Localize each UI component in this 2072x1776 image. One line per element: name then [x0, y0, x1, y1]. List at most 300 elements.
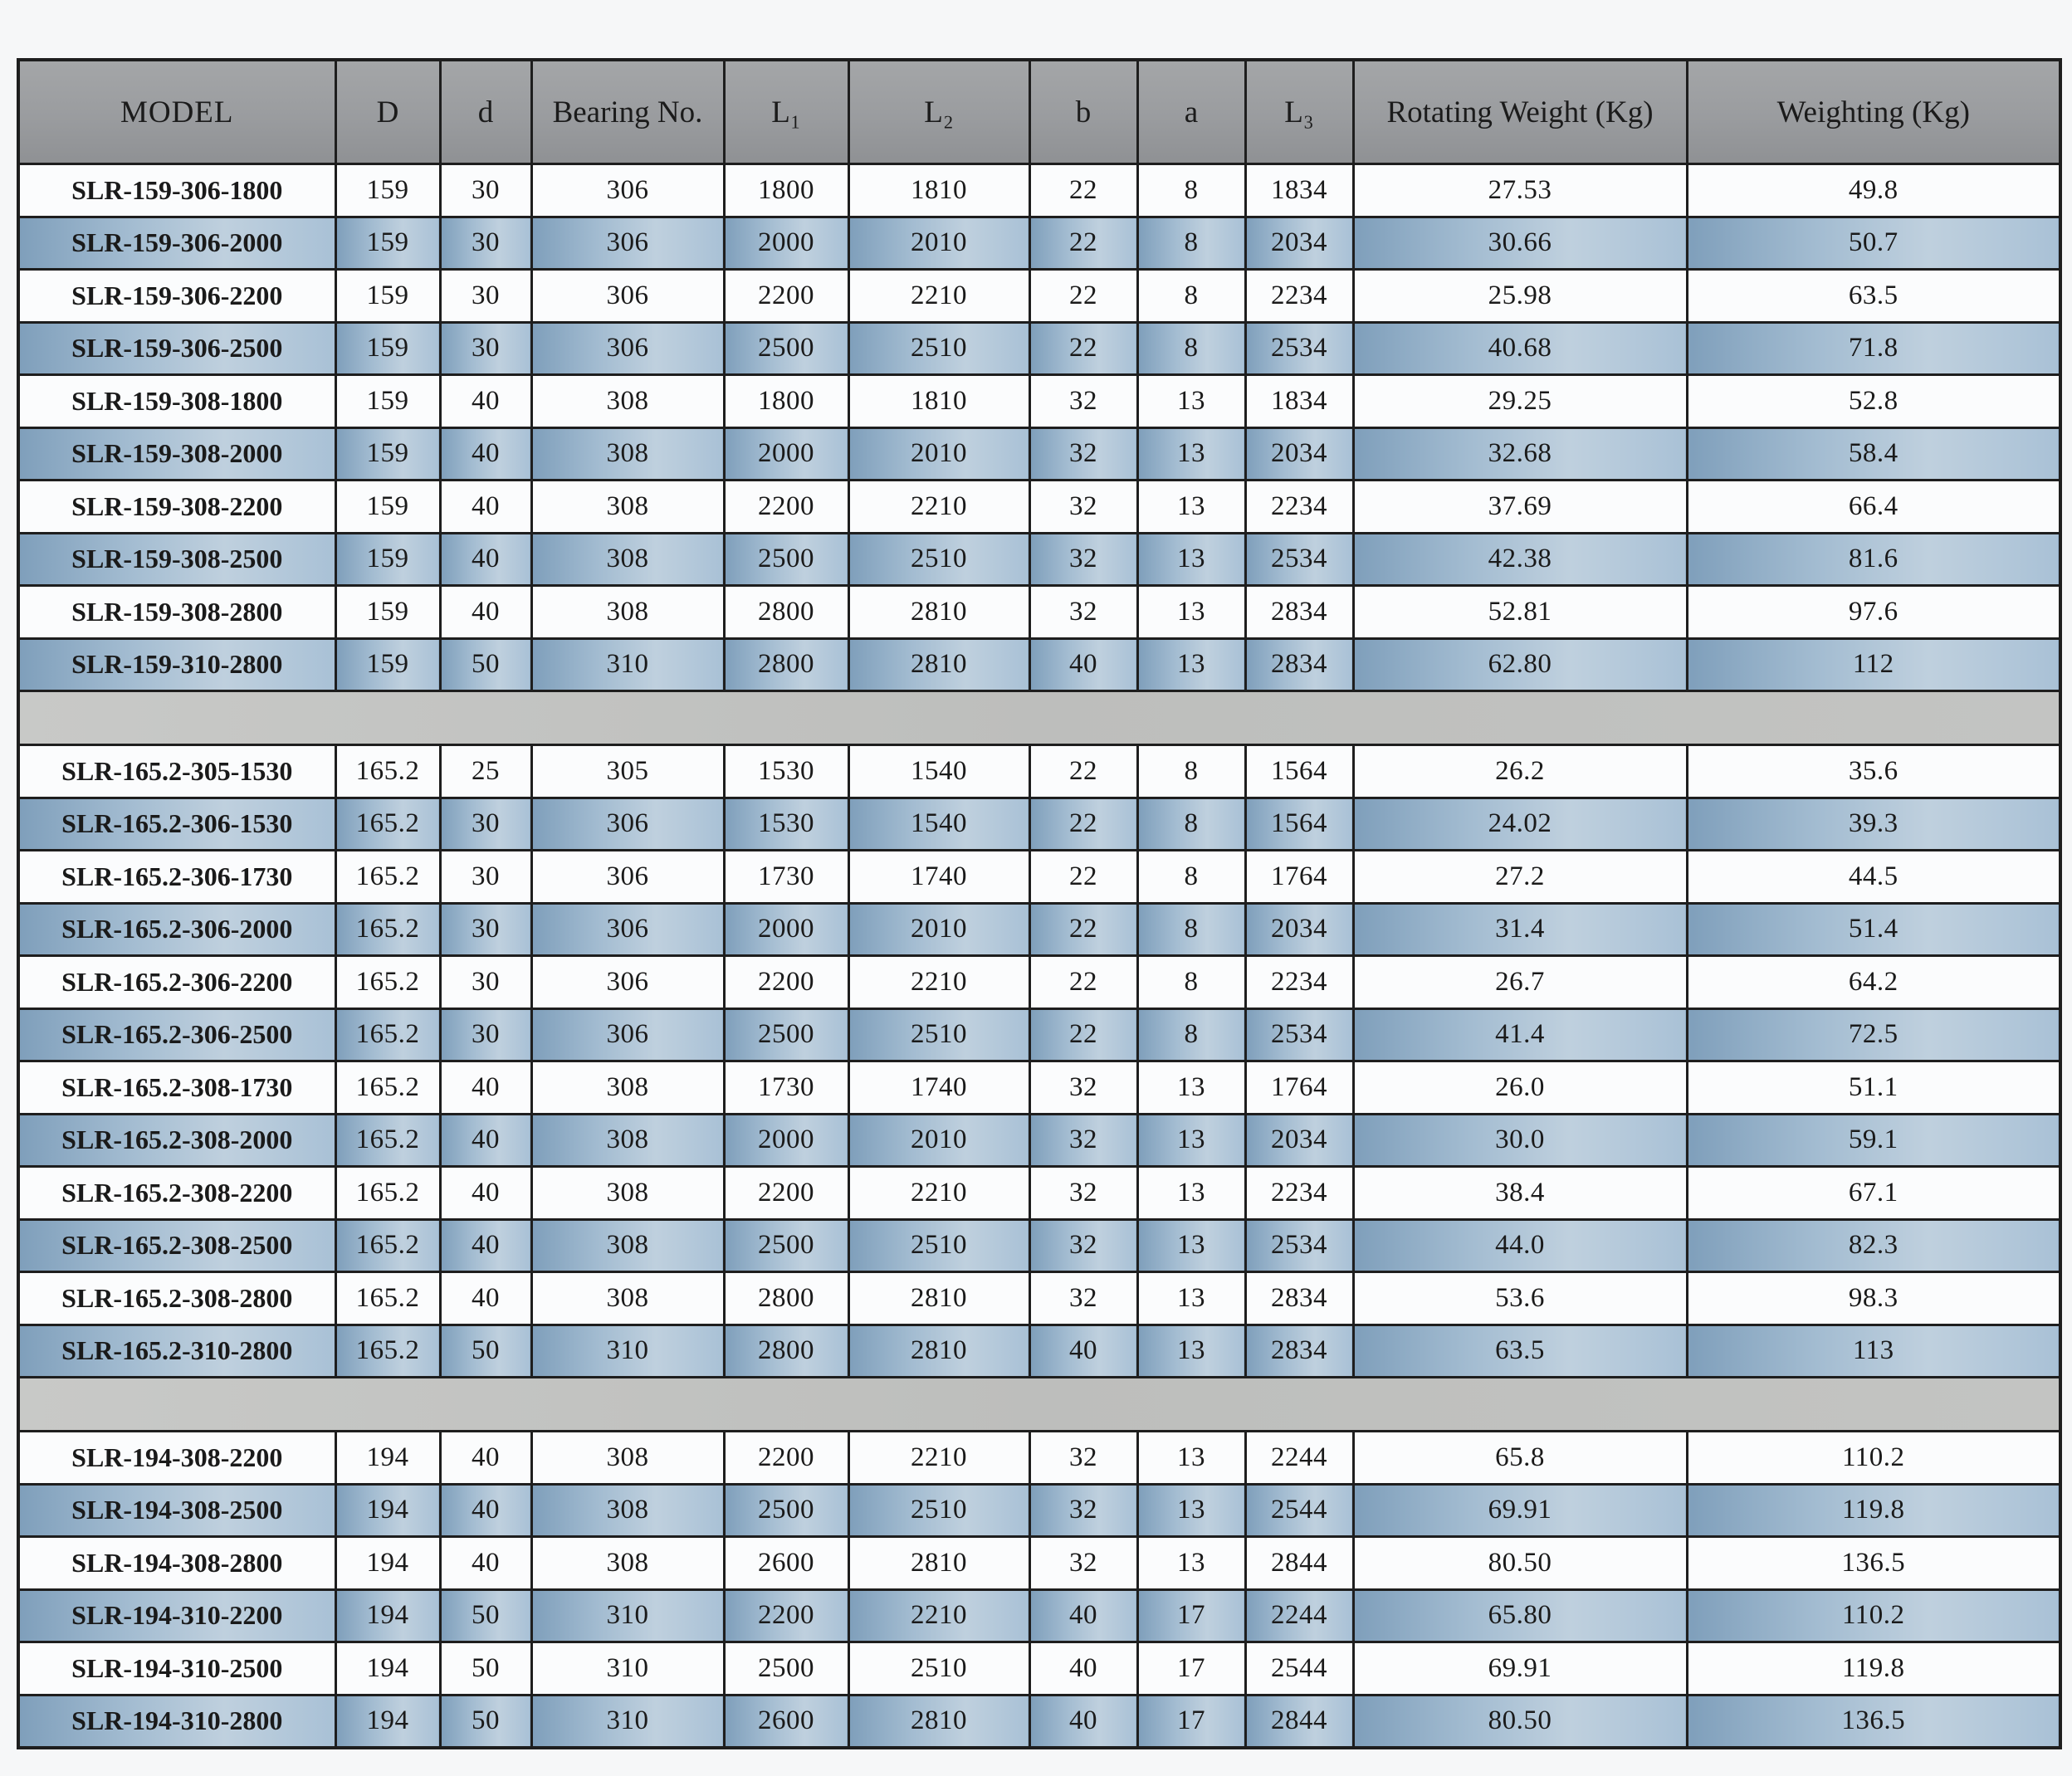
cell-outer-diameter: 194 — [335, 1537, 440, 1590]
cell-l1: 2200 — [724, 1167, 848, 1220]
cell-rotating-weight: 42.38 — [1353, 533, 1687, 586]
cell-outer-diameter: 159 — [335, 270, 440, 323]
cell-l2: 2210 — [848, 481, 1029, 534]
cell-outer-diameter: 165.2 — [335, 798, 440, 851]
table-row — [18, 1537, 2060, 1590]
cell-shaft-diameter: 40 — [440, 427, 531, 481]
cell-a: 8 — [1137, 322, 1245, 375]
table-row — [18, 1484, 2060, 1537]
cell-weighting: 119.8 — [1687, 1642, 2060, 1695]
cell-weighting: 82.3 — [1687, 1219, 2060, 1272]
cell-model: SLR-159-306-2500 — [18, 322, 335, 375]
cell-bearing-no: 308 — [531, 586, 724, 639]
cell-l1: 2500 — [724, 1642, 848, 1695]
cell-b: 32 — [1029, 1272, 1137, 1325]
cell-outer-diameter: 165.2 — [335, 851, 440, 904]
cell-bearing-no: 306 — [531, 164, 724, 217]
cell-shaft-diameter: 30 — [440, 798, 531, 851]
table-row — [18, 164, 2060, 217]
cell-weighting: 110.2 — [1687, 1589, 2060, 1642]
cell-a: 8 — [1137, 956, 1245, 1009]
cell-weighting: 112 — [1687, 638, 2060, 691]
cell-l2: 2010 — [848, 1114, 1029, 1167]
cell-a: 8 — [1137, 1008, 1245, 1061]
cell-model: SLR-194-310-2200 — [18, 1589, 335, 1642]
cell-shaft-diameter: 50 — [440, 1642, 531, 1695]
cell-l3: 2834 — [1245, 1272, 1353, 1325]
cell-l2: 2210 — [848, 1167, 1029, 1220]
cell-shaft-diameter: 30 — [440, 851, 531, 904]
cell-l3: 2834 — [1245, 1325, 1353, 1378]
cell-l2: 2510 — [848, 1219, 1029, 1272]
cell-outer-diameter: 165.2 — [335, 1219, 440, 1272]
table-row — [18, 956, 2060, 1009]
cell-rotating-weight: 29.25 — [1353, 375, 1687, 428]
cell-a: 13 — [1137, 638, 1245, 691]
cell-outer-diameter: 165.2 — [335, 1061, 440, 1115]
cell-shaft-diameter: 30 — [440, 1008, 531, 1061]
cell-shaft-diameter: 25 — [440, 745, 531, 798]
cell-bearing-no: 308 — [531, 1219, 724, 1272]
cell-l2: 2810 — [848, 1325, 1029, 1378]
cell-l1: 2800 — [724, 1325, 848, 1378]
cell-rotating-weight: 24.02 — [1353, 798, 1687, 851]
cell-l2: 2010 — [848, 903, 1029, 956]
cell-rotating-weight: 31.4 — [1353, 903, 1687, 956]
cell-weighting: 66.4 — [1687, 481, 2060, 534]
cell-b: 22 — [1029, 322, 1137, 375]
cell-bearing-no: 308 — [531, 427, 724, 481]
cell-rotating-weight: 63.5 — [1353, 1325, 1687, 1378]
cell-rotating-weight: 80.50 — [1353, 1695, 1687, 1748]
cell-model: SLR-165.2-306-2200 — [18, 956, 335, 1009]
cell-rotating-weight: 25.98 — [1353, 270, 1687, 323]
cell-a: 17 — [1137, 1589, 1245, 1642]
cell-outer-diameter: 159 — [335, 427, 440, 481]
cell-bearing-no: 305 — [531, 745, 724, 798]
cell-rotating-weight: 62.80 — [1353, 638, 1687, 691]
cell-model: SLR-165.2-308-2000 — [18, 1114, 335, 1167]
cell-l3: 2234 — [1245, 956, 1353, 1009]
cell-l1: 2000 — [724, 217, 848, 270]
cell-weighting: 64.2 — [1687, 956, 2060, 1009]
cell-bearing-no: 308 — [531, 533, 724, 586]
table-row — [18, 427, 2060, 481]
cell-l1: 2000 — [724, 903, 848, 956]
cell-model: SLR-159-308-2500 — [18, 533, 335, 586]
table-row — [18, 1114, 2060, 1167]
cell-l3: 2034 — [1245, 903, 1353, 956]
cell-bearing-no: 310 — [531, 1695, 724, 1748]
cell-bearing-no: 306 — [531, 851, 724, 904]
cell-model: SLR-159-308-1800 — [18, 375, 335, 428]
table-row — [18, 1008, 2060, 1061]
cell-shaft-diameter: 50 — [440, 638, 531, 691]
cell-l1: 1800 — [724, 375, 848, 428]
group-separator-row — [18, 1378, 2060, 1432]
cell-shaft-diameter: 40 — [440, 1537, 531, 1590]
table-row — [18, 851, 2060, 904]
cell-shaft-diameter: 40 — [440, 1219, 531, 1272]
cell-l1: 2600 — [724, 1695, 848, 1748]
cell-shaft-diameter: 40 — [440, 1114, 531, 1167]
cell-weighting: 71.8 — [1687, 322, 2060, 375]
cell-a: 13 — [1137, 1484, 1245, 1537]
cell-l1: 2600 — [724, 1537, 848, 1590]
cell-l3: 2834 — [1245, 586, 1353, 639]
cell-model: SLR-159-308-2800 — [18, 586, 335, 639]
cell-shaft-diameter: 30 — [440, 903, 531, 956]
table-header — [18, 60, 2060, 164]
cell-b: 22 — [1029, 798, 1137, 851]
cell-model: SLR-165.2-305-1530 — [18, 745, 335, 798]
cell-model: SLR-159-308-2200 — [18, 481, 335, 534]
cell-bearing-no: 306 — [531, 956, 724, 1009]
cell-bearing-no: 308 — [531, 1484, 724, 1537]
cell-bearing-no: 310 — [531, 638, 724, 691]
table-row — [18, 1432, 2060, 1485]
cell-l2: 1740 — [848, 851, 1029, 904]
cell-outer-diameter: 165.2 — [335, 1167, 440, 1220]
table-row — [18, 1167, 2060, 1220]
cell-model: SLR-194-308-2800 — [18, 1537, 335, 1590]
cell-b: 32 — [1029, 375, 1137, 428]
cell-b: 32 — [1029, 427, 1137, 481]
cell-rotating-weight: 32.68 — [1353, 427, 1687, 481]
cell-l3: 2244 — [1245, 1432, 1353, 1485]
cell-l3: 2534 — [1245, 1008, 1353, 1061]
cell-rotating-weight: 37.69 — [1353, 481, 1687, 534]
group-separator — [18, 691, 2060, 745]
cell-rotating-weight: 65.8 — [1353, 1432, 1687, 1485]
cell-model: SLR-194-308-2500 — [18, 1484, 335, 1537]
header-shaft-diameter: d — [440, 60, 531, 164]
cell-l2: 2810 — [848, 1537, 1029, 1590]
cell-model: SLR-159-306-2200 — [18, 270, 335, 323]
cell-b: 32 — [1029, 1061, 1137, 1115]
table-row — [18, 375, 2060, 428]
cell-bearing-no: 308 — [531, 1167, 724, 1220]
cell-a: 8 — [1137, 903, 1245, 956]
cell-rotating-weight: 41.4 — [1353, 1008, 1687, 1061]
cell-a: 13 — [1137, 481, 1245, 534]
cell-model: SLR-159-308-2000 — [18, 427, 335, 481]
cell-rotating-weight: 27.2 — [1353, 851, 1687, 904]
cell-a: 17 — [1137, 1642, 1245, 1695]
cell-model: SLR-194-308-2200 — [18, 1432, 335, 1485]
cell-l2: 2210 — [848, 270, 1029, 323]
header-a: a — [1137, 60, 1245, 164]
cell-l1: 2200 — [724, 956, 848, 1009]
cell-l2: 1540 — [848, 745, 1029, 798]
table-row — [18, 1219, 2060, 1272]
cell-l1: 1530 — [724, 798, 848, 851]
cell-bearing-no: 306 — [531, 270, 724, 323]
header-weighting: Weighting (Kg) — [1687, 60, 2060, 164]
cell-weighting: 44.5 — [1687, 851, 2060, 904]
table-row — [18, 745, 2060, 798]
cell-rotating-weight: 26.2 — [1353, 745, 1687, 798]
cell-outer-diameter: 194 — [335, 1432, 440, 1485]
cell-outer-diameter: 194 — [335, 1484, 440, 1537]
cell-model: SLR-194-310-2500 — [18, 1642, 335, 1695]
cell-rotating-weight: 53.6 — [1353, 1272, 1687, 1325]
cell-bearing-no: 310 — [531, 1642, 724, 1695]
cell-a: 13 — [1137, 427, 1245, 481]
cell-outer-diameter: 159 — [335, 322, 440, 375]
table-row — [18, 1589, 2060, 1642]
cell-l1: 1800 — [724, 164, 848, 217]
cell-l3: 1834 — [1245, 164, 1353, 217]
cell-a: 13 — [1137, 1432, 1245, 1485]
cell-l3: 2034 — [1245, 217, 1353, 270]
cell-l2: 2510 — [848, 1642, 1029, 1695]
cell-a: 13 — [1137, 1272, 1245, 1325]
cell-bearing-no: 310 — [531, 1325, 724, 1378]
cell-bearing-no: 306 — [531, 322, 724, 375]
cell-model: SLR-165.2-310-2800 — [18, 1325, 335, 1378]
cell-shaft-diameter: 40 — [440, 1061, 531, 1115]
cell-l2: 2210 — [848, 956, 1029, 1009]
cell-model: SLR-165.2-308-2500 — [18, 1219, 335, 1272]
cell-model: SLR-165.2-306-1530 — [18, 798, 335, 851]
cell-shaft-diameter: 50 — [440, 1695, 531, 1748]
cell-l3: 2544 — [1245, 1642, 1353, 1695]
cell-b: 22 — [1029, 270, 1137, 323]
cell-shaft-diameter: 40 — [440, 1484, 531, 1537]
cell-weighting: 35.6 — [1687, 745, 2060, 798]
cell-l1: 2500 — [724, 1219, 848, 1272]
cell-rotating-weight: 44.0 — [1353, 1219, 1687, 1272]
table-row — [18, 322, 2060, 375]
cell-bearing-no: 310 — [531, 1589, 724, 1642]
cell-l1: 2800 — [724, 638, 848, 691]
cell-a: 8 — [1137, 798, 1245, 851]
cell-l1: 2000 — [724, 1114, 848, 1167]
cell-bearing-no: 306 — [531, 1008, 724, 1061]
cell-outer-diameter: 159 — [335, 217, 440, 270]
cell-rotating-weight: 65.80 — [1353, 1589, 1687, 1642]
table-row — [18, 270, 2060, 323]
cell-l2: 1540 — [848, 798, 1029, 851]
group-separator-row — [18, 691, 2060, 745]
cell-a: 13 — [1137, 586, 1245, 639]
table-row — [18, 903, 2060, 956]
cell-b: 32 — [1029, 533, 1137, 586]
cell-shaft-diameter: 30 — [440, 956, 531, 1009]
cell-b: 40 — [1029, 1325, 1137, 1378]
cell-outer-diameter: 165.2 — [335, 1325, 440, 1378]
header-bearing-no: Bearing No. — [531, 60, 724, 164]
cell-l3: 1564 — [1245, 798, 1353, 851]
cell-outer-diameter: 165.2 — [335, 745, 440, 798]
cell-b: 22 — [1029, 903, 1137, 956]
cell-bearing-no: 308 — [531, 1537, 724, 1590]
cell-b: 32 — [1029, 586, 1137, 639]
cell-bearing-no: 308 — [531, 1272, 724, 1325]
cell-l1: 2200 — [724, 1589, 848, 1642]
cell-l2: 2510 — [848, 533, 1029, 586]
cell-rotating-weight: 26.0 — [1353, 1061, 1687, 1115]
cell-a: 8 — [1137, 745, 1245, 798]
cell-weighting: 97.6 — [1687, 586, 2060, 639]
header-l3: L₃ — [1245, 60, 1353, 164]
cell-l3: 2844 — [1245, 1695, 1353, 1748]
cell-model: SLR-165.2-306-1730 — [18, 851, 335, 904]
cell-l1: 2200 — [724, 270, 848, 323]
cell-shaft-diameter: 40 — [440, 481, 531, 534]
cell-a: 8 — [1137, 270, 1245, 323]
cell-rotating-weight: 38.4 — [1353, 1167, 1687, 1220]
cell-model: SLR-165.2-308-2800 — [18, 1272, 335, 1325]
cell-l1: 2500 — [724, 322, 848, 375]
cell-outer-diameter: 194 — [335, 1642, 440, 1695]
cell-l3: 2534 — [1245, 533, 1353, 586]
cell-a: 13 — [1137, 1061, 1245, 1115]
cell-shaft-diameter: 40 — [440, 586, 531, 639]
cell-outer-diameter: 159 — [335, 375, 440, 428]
header-b: b — [1029, 60, 1137, 164]
cell-a: 8 — [1137, 851, 1245, 904]
cell-l1: 1730 — [724, 1061, 848, 1115]
cell-outer-diameter: 165.2 — [335, 956, 440, 1009]
cell-weighting: 110.2 — [1687, 1432, 2060, 1485]
cell-l3: 2034 — [1245, 427, 1353, 481]
cell-shaft-diameter: 40 — [440, 533, 531, 586]
table-row — [18, 586, 2060, 639]
cell-model: SLR-159-310-2800 — [18, 638, 335, 691]
cell-l2: 1810 — [848, 164, 1029, 217]
cell-outer-diameter: 194 — [335, 1695, 440, 1748]
cell-bearing-no: 308 — [531, 481, 724, 534]
cell-weighting: 50.7 — [1687, 217, 2060, 270]
table-row — [18, 1272, 2060, 1325]
cell-l2: 2810 — [848, 638, 1029, 691]
cell-b: 32 — [1029, 1167, 1137, 1220]
cell-b: 22 — [1029, 217, 1137, 270]
table-row — [18, 1325, 2060, 1378]
cell-weighting: 81.6 — [1687, 533, 2060, 586]
cell-weighting: 59.1 — [1687, 1114, 2060, 1167]
cell-b: 32 — [1029, 1484, 1137, 1537]
header-l1: L₁ — [724, 60, 848, 164]
cell-bearing-no: 306 — [531, 217, 724, 270]
cell-a: 13 — [1137, 1325, 1245, 1378]
cell-l1: 2800 — [724, 586, 848, 639]
cell-l1: 2000 — [724, 427, 848, 481]
cell-outer-diameter: 194 — [335, 1589, 440, 1642]
cell-l2: 2510 — [848, 322, 1029, 375]
cell-bearing-no: 308 — [531, 1432, 724, 1485]
cell-outer-diameter: 159 — [335, 586, 440, 639]
cell-l2: 2810 — [848, 586, 1029, 639]
cell-b: 32 — [1029, 1537, 1137, 1590]
cell-model: SLR-194-310-2800 — [18, 1695, 335, 1748]
cell-rotating-weight: 69.91 — [1353, 1642, 1687, 1695]
cell-model: SLR-165.2-306-2500 — [18, 1008, 335, 1061]
cell-b: 40 — [1029, 1695, 1137, 1748]
cell-shaft-diameter: 30 — [440, 322, 531, 375]
cell-shaft-diameter: 40 — [440, 1167, 531, 1220]
cell-l2: 2010 — [848, 427, 1029, 481]
cell-b: 22 — [1029, 745, 1137, 798]
cell-l3: 2834 — [1245, 638, 1353, 691]
table-row — [18, 481, 2060, 534]
cell-l3: 1764 — [1245, 851, 1353, 904]
cell-a: 13 — [1137, 533, 1245, 586]
group-separator — [18, 1378, 2060, 1432]
cell-l3: 2534 — [1245, 322, 1353, 375]
cell-l2: 2810 — [848, 1695, 1029, 1748]
cell-l3: 2844 — [1245, 1537, 1353, 1590]
cell-b: 32 — [1029, 481, 1137, 534]
cell-b: 40 — [1029, 1642, 1137, 1695]
table-row — [18, 1061, 2060, 1115]
cell-l1: 1730 — [724, 851, 848, 904]
cell-a: 13 — [1137, 375, 1245, 428]
cell-rotating-weight: 40.68 — [1353, 322, 1687, 375]
table-row — [18, 1695, 2060, 1748]
cell-b: 40 — [1029, 638, 1137, 691]
cell-l3: 2234 — [1245, 481, 1353, 534]
cell-bearing-no: 306 — [531, 798, 724, 851]
cell-l2: 1740 — [848, 1061, 1029, 1115]
cell-l1: 2200 — [724, 1432, 848, 1485]
cell-bearing-no: 308 — [531, 375, 724, 428]
cell-l2: 2010 — [848, 217, 1029, 270]
table-row — [18, 533, 2060, 586]
cell-l2: 2210 — [848, 1589, 1029, 1642]
cell-bearing-no: 308 — [531, 1114, 724, 1167]
cell-rotating-weight: 27.53 — [1353, 164, 1687, 217]
cell-rotating-weight: 30.0 — [1353, 1114, 1687, 1167]
header-model: MODEL — [18, 60, 335, 164]
roller-spec-table — [17, 58, 2062, 1749]
cell-l3: 2234 — [1245, 270, 1353, 323]
cell-l3: 2544 — [1245, 1484, 1353, 1537]
cell-a: 8 — [1137, 164, 1245, 217]
cell-weighting: 136.5 — [1687, 1537, 2060, 1590]
cell-l1: 2500 — [724, 533, 848, 586]
cell-rotating-weight: 80.50 — [1353, 1537, 1687, 1590]
cell-l1: 2800 — [724, 1272, 848, 1325]
cell-shaft-diameter: 40 — [440, 375, 531, 428]
cell-weighting: 113 — [1687, 1325, 2060, 1378]
cell-l2: 2510 — [848, 1484, 1029, 1537]
table-row — [18, 1642, 2060, 1695]
cell-l2: 2810 — [848, 1272, 1029, 1325]
table-row — [18, 217, 2060, 270]
cell-weighting: 39.3 — [1687, 798, 2060, 851]
cell-a: 13 — [1137, 1114, 1245, 1167]
cell-b: 22 — [1029, 956, 1137, 1009]
table-row — [18, 798, 2060, 851]
cell-b: 40 — [1029, 1589, 1137, 1642]
cell-outer-diameter: 165.2 — [335, 1008, 440, 1061]
cell-weighting: 98.3 — [1687, 1272, 2060, 1325]
cell-b: 32 — [1029, 1432, 1137, 1485]
cell-l1: 2500 — [724, 1008, 848, 1061]
cell-shaft-diameter: 30 — [440, 217, 531, 270]
cell-bearing-no: 306 — [531, 903, 724, 956]
cell-l2: 2210 — [848, 1432, 1029, 1485]
cell-l3: 2234 — [1245, 1167, 1353, 1220]
cell-shaft-diameter: 50 — [440, 1325, 531, 1378]
cell-model: SLR-165.2-308-1730 — [18, 1061, 335, 1115]
cell-shaft-diameter: 30 — [440, 164, 531, 217]
table-body — [18, 164, 2060, 1749]
cell-outer-diameter: 165.2 — [335, 1114, 440, 1167]
